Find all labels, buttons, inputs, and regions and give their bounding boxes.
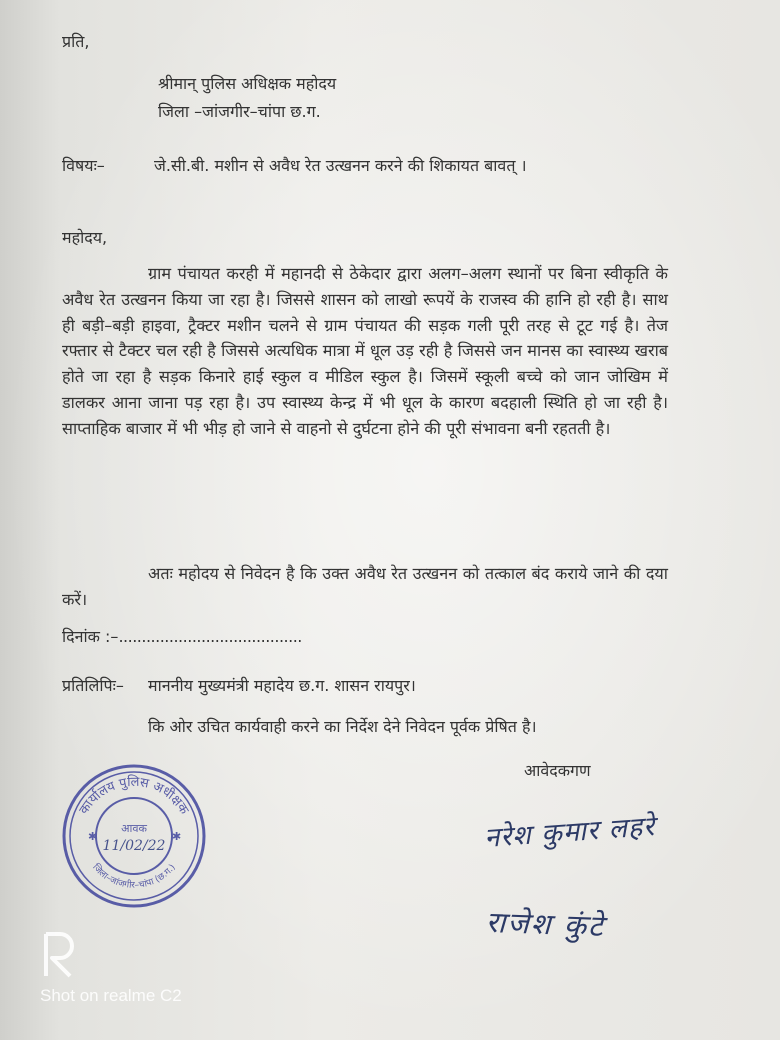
stamp-top-text: कार्यालय पुलिस अधीक्षक	[76, 774, 192, 818]
camera-watermark	[40, 930, 182, 1006]
body-paragraph-2: अतः महोदय से निवेदन है कि उक्त अवैध रेत उत्खनन को तत्काल बंद कराये जाने की दया करें।	[62, 564, 668, 609]
stamp-inward-label: आवक	[121, 822, 147, 835]
subject-text: जे.सी.बी. मशीन से अवैध रेत उत्खनन करने की शिकायत बावत् ।	[154, 156, 527, 175]
watermark-text: Shot on realme C2	[40, 986, 182, 1005]
stamp-star-left: ✱	[88, 830, 98, 843]
stamp-date: 11/02/22	[102, 838, 166, 854]
date-label: दिनांक :–	[62, 627, 119, 646]
cc-instruction: कि ओर उचित कार्यवाही करने का निर्देश देने निवेदन पूर्वक प्रेषित है।	[148, 717, 537, 736]
svg-text:जिला–जांजगीर–चांपा (छ.ग.)	[90, 861, 178, 891]
signature-1: नरेश कुमार लहरे	[483, 811, 657, 854]
date-blank: ........................................	[118, 627, 302, 646]
addressee-line-1: श्रीमान् पुलिस अधिक्षक महोदय	[158, 74, 337, 93]
realme-logo-icon	[40, 930, 80, 980]
applicants-label: आवेदकगण	[524, 761, 591, 780]
subject-label: विषयः–	[62, 156, 105, 175]
office-stamp	[60, 762, 208, 910]
date-line	[62, 629, 302, 645]
stamp-star-right: ✱	[172, 830, 182, 843]
addressee-line-2: जिला –जांजगीर–चांपा छ.ग.	[158, 102, 321, 121]
body-paragraph-1: ग्राम पंचायत करही में महानदी से ठेकेदार द्वारा अलग–अलग स्थानों पर बिना स्वीकृति के अवैध रेत उत्खनन किया जा रहा है। जिससे शासन को लाखो रूपयें के राजस्व की हानि हो रही है। साथ ही बड़ी–बड़ी हाइवा, ट्रैक्टर मशीन चलने से ग्राम पंचायत की सड़क गली पूरी तरह से टूट गई है। तेज रफ्तार से टैक्टर चल रही है जिससे अत्यधिक मात्रा में धूल उड़ रही है जिससे जन मानस का स्वास्थ्य खराब होते जा रहा है सड़क किनारे हाई स्कुल व मीडिल स्कुल है। जिसमें स्कूली बच्चे को जान जोखिम में डालकर आना जाना पड़ रहा है। उप स्वास्थ्य केन्द्र में भी धूल के कारण बदहाली स्थिति हो जा रही है। साप्ताहिक बाजार में भी भीड़ हो जाने से वाहनो से दुर्घटना होने की पूरी संभावना बनी रहतती है।	[62, 264, 668, 438]
cc-recipient: माननीय मुख्यमंत्री महादेय छ.ग. शासन रायपुर।	[148, 676, 416, 695]
salutation: महोदय,	[62, 228, 108, 247]
stamp-bottom-text: जिला–जांजगीर–चांपा (छ.ग.)	[90, 862, 178, 891]
signature-2: राजेश कुंटे	[485, 904, 606, 944]
cc-label: प्रतिलिपिः–	[62, 676, 124, 695]
to-label: प्रति,	[62, 32, 90, 51]
